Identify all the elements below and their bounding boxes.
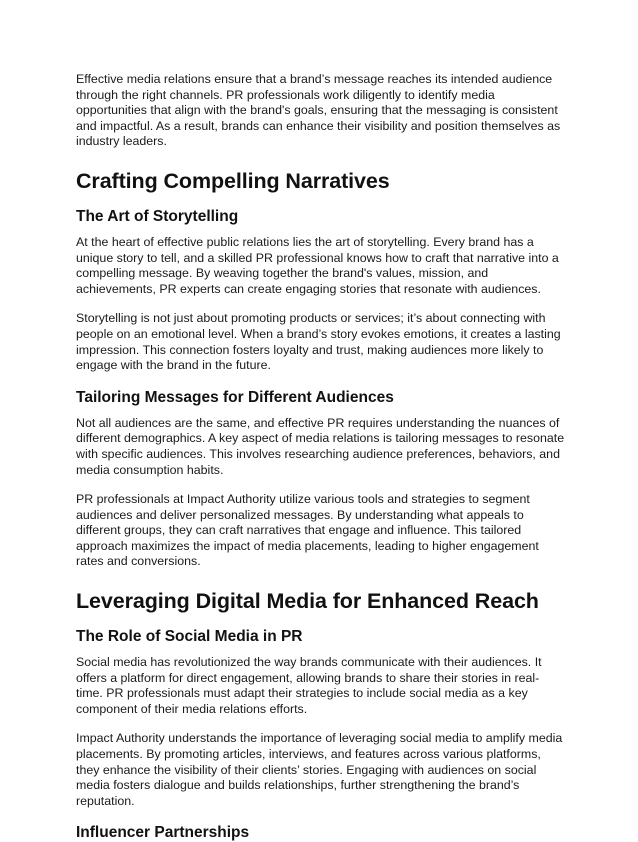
paragraph-tailoring-2: PR professionals at Impact Authority utilize various tools and strategies to segment audiences and deliver personalized messages. By understanding what appeals to different groups, they can craft narratives that engage and influence. This tailored approach maximizes the impact of media placements, leading to higher engagement rates and conversions. (76, 492, 539, 569)
paragraph-tailoring-1: Not all audiences are the same, and effective PR requires understanding the nuances of different demographics. A key aspect of media relations is tailoring messages to resonate with specific audiences. This involves researching audience preferences, behaviors, and media consumption habits. (76, 415, 565, 477)
intro-paragraph: Effective media relations ensure that a brand’s message reaches its intended audience through the right channels. PR professionals work diligently to identify media opportunities that align with the brand's goals, ensuring that the messaging is consistent and impactful. As a result, brands can enhance their visibility and position themselves as industry leaders. (76, 72, 561, 149)
subheading-art-of-storytelling: The Art of Storytelling (76, 207, 239, 225)
section-heading-crafting-narratives: Crafting Compelling Narratives (76, 168, 390, 193)
subheading-social-media-pr: The Role of Social Media in PR (76, 628, 303, 646)
paragraph-social-media-1: Social media has revolutionized the way brands communicate with their audiences. It offers a platform for direct engagement, allowing brands to share their stories in real-time. PR professionals must adapt their strategies to include social media as a key component of their media relations efforts. (76, 655, 542, 716)
paragraph-storytelling-1: At the heart of effective public relations lies the art of storytelling. Every brand has a unique story to tell, and a skilled PR professional knows how to craft that narrative into a compelling message. By weaving together the brand's values, mission, and achievements, PR experts can create engaging stories that resonate with audiences. (76, 234, 559, 296)
paragraph-storytelling-2: Storytelling is not just about promoting products or services; it’s about connecting with people on an emotional level. When a brand’s story evokes emotions, it creates a lasting impression. This connection fosters loyalty and trust, making audiences more likely to engage with the brand in the future. (76, 311, 561, 373)
paragraph-social-media-2: Impact Authority understands the importance of leveraging social media to amplify media placements. By promoting articles, interviews, and features across various platforms, they enhance the visibility of their clients’ stories. Engaging with audiences on social media fosters dialogue and builds relationships, further strengthening the brand’s reputation. (76, 731, 563, 808)
section-heading-digital-media: Leveraging Digital Media for Enhanced Reach (76, 589, 539, 614)
subheading-influencer-partnerships: Influencer Partnerships (76, 824, 250, 842)
subheading-tailoring-messages: Tailoring Messages for Different Audiences (76, 388, 394, 406)
document-page (76, 72, 566, 842)
